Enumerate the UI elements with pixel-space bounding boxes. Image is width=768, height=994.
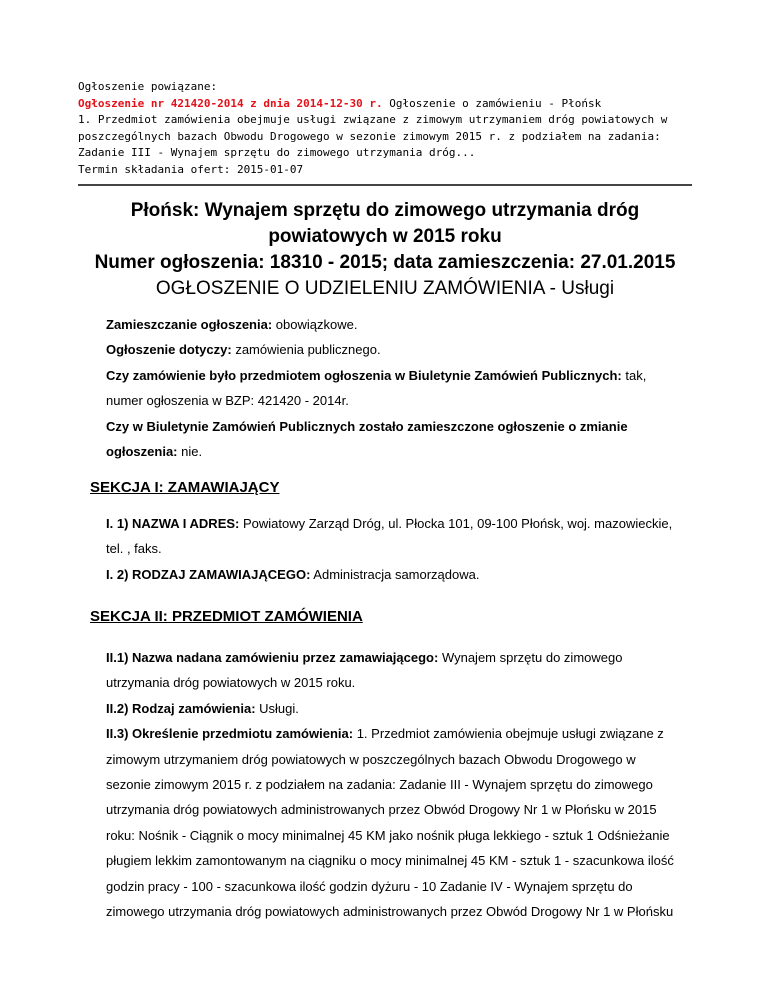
field-label: Czy w Biuletynie Zamówień Publicznych zostało zamieszczone ogłoszenie o zmianie [106, 418, 628, 434]
field-change-cont [106, 439, 692, 464]
field-publication [106, 312, 692, 337]
section-2-fields [106, 645, 692, 924]
subject-line: roku: Nośnik - Ciągnik o mocy minimalnej 45 KM jako nośnik pługa lekkiego - sztuk 1 Odśnieżanie [106, 827, 670, 843]
field-value: tak, [621, 367, 647, 383]
field-label: Zamieszczanie ogłoszenia: [106, 317, 273, 332]
divider [78, 184, 692, 186]
subject-line: pługiem lekkim zamontowanym na ciągniku o mocy minimalnej 45 KM - sztuk 1 - szacunkowa ilość [106, 853, 674, 869]
page-title-line-1: Płońsk: Wynajem sprzętu do zimowego utrzymania dróg [130, 200, 640, 221]
section-1-heading: SEKCJA I: ZAMAWIAJĄCY [90, 479, 280, 496]
field-order-kind [106, 696, 692, 721]
related-notice [78, 79, 698, 178]
field-order-name-cont: utrzymania dróg powiatowych w 2015 roku. [106, 675, 356, 691]
related-line-3: Zadanie III - Wynajem sprzętu do zimowego utrzymania dróg... [78, 146, 476, 159]
field-label: ogłoszenia: [106, 444, 178, 460]
field-order-name [106, 645, 692, 670]
field-value: Powiatowy Zarząd Dróg, ul. Płocka 101, 09-100 Płońsk, woj. mazowieckie, [239, 516, 673, 531]
notice-type-line: OGŁOSZENIE O UDZIELENIU ZAMÓWIENIA - Usługi [155, 278, 615, 299]
field-value: 1. Przedmiot zamówienia obejmuje usługi związane z [353, 726, 664, 742]
subject-line: godzin pracy - 100 - szacunkowa ilość godzin dyżuru - 10 Zadanie IV - Wynajem sprzętu do [106, 878, 633, 894]
related-notice-link[interactable]: Ogłoszenie nr 421420-2014 z dnia 2014-12-30 r. [78, 96, 383, 110]
field-bzp [106, 363, 692, 388]
field-label: Ogłoszenie dotyczy: [106, 342, 232, 358]
field-label: II.3) Określenie przedmiotu zamówienia: [106, 726, 354, 742]
field-name-address-cont: tel. , faks. [106, 541, 162, 557]
subject-line: zimowym utrzymaniem dróg powiatowych w poszczególnych bazach Obwodu Drogowego w [106, 751, 636, 767]
field-orderer-type [106, 562, 692, 587]
page-title-block [78, 198, 692, 302]
related-link-line [78, 96, 698, 113]
field-value: obowiązkowe. [272, 317, 358, 332]
related-line-1: 1. Przedmiot zamówienia obejmuje usługi związane z zimowym utrzymaniem dróg powiatowych w [78, 113, 668, 126]
related-heading: Ogłoszenie powiązane: [78, 80, 218, 93]
field-name-address [106, 511, 692, 536]
field-bzp-number: numer ogłoszenia w BZP: 421420 - 2014r. [106, 393, 349, 409]
related-link-suffix: Ogłoszenie o zamówieniu - Płońsk [382, 96, 602, 110]
subject-line: sezonie zimowym 2015 r. z podziałem na zadania: Zadanie III - Wynajem sprzętu do zimowego [106, 777, 653, 793]
field-label: I. 1) NAZWA I ADRES: [106, 516, 240, 531]
field-label: I. 2) RODZAJ ZAMAWIAJĄCEGO: [106, 566, 311, 582]
field-value: Wynajem sprzętu do zimowego [438, 650, 623, 665]
field-label: Czy zamówienie było przedmiotem ogłoszenia w Biuletynie Zamówień Publicznych: [106, 367, 622, 383]
field-concerns [106, 337, 692, 362]
field-change [106, 414, 692, 439]
field-value: zamówienia publicznego. [231, 342, 381, 358]
field-value: Administracja samorządowa. [310, 566, 480, 582]
intro-fields [106, 312, 692, 464]
notice-number-line: Numer ogłoszenia: 18310 - 2015; data zamieszczenia: 27.01.2015 [94, 252, 676, 273]
field-label: II.2) Rodzaj zamówienia: [106, 700, 256, 716]
section-2-heading: SEKCJA II: PRZEDMIOT ZAMÓWIENIA [90, 608, 363, 625]
field-order-subject [106, 721, 692, 746]
section-1-fields [106, 511, 692, 587]
related-line-4: Termin składania ofert: 2015-01-07 [78, 162, 304, 176]
subject-line: utrzymania dróg powiatowych administrowanych przez Obwód Drogowy Nr 1 w Płońsku w 2015 [106, 802, 657, 818]
related-line-2: poszczególnych bazach Obwodu Drogowego w sezonie zimowym 2015 r. z podziałem na zadania: [78, 129, 661, 143]
field-value: Usługi. [255, 700, 299, 716]
subject-line: zimowego utrzymania dróg powiatowych administrowanych przez Obwód Drogowy Nr 1 w Płońsku [106, 904, 674, 920]
field-value: nie. [177, 444, 203, 460]
field-label: II.1) Nazwa nadana zamówieniu przez zamawiającego: [106, 650, 439, 665]
page-title-line-2: powiatowych w 2015 roku [268, 226, 502, 247]
